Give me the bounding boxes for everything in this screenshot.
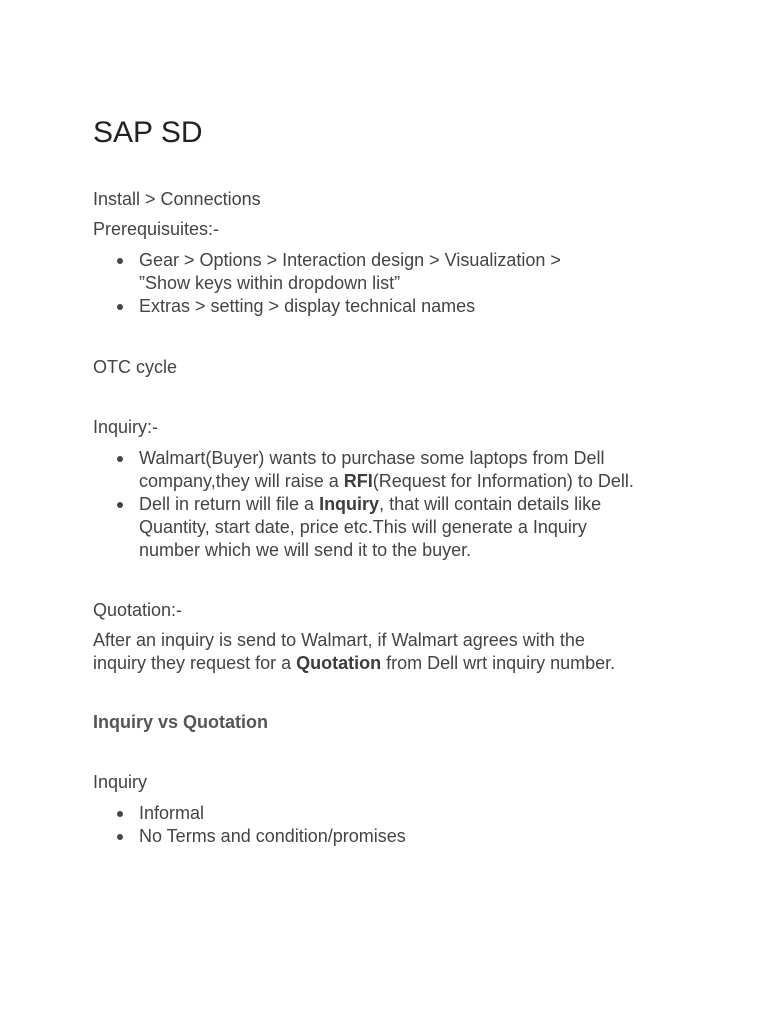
list-item xyxy=(93,493,634,562)
section-heading: Inquiry vs Quotation xyxy=(93,712,269,732)
list-item-text: No Terms and condition/promises xyxy=(139,826,406,846)
prereq-label: Prerequisuites:- xyxy=(93,219,220,239)
paragraph-text: After an inquiry is send to Walmart, if Walmart agrees with the xyxy=(93,630,585,650)
inquiry-list xyxy=(93,447,634,562)
list-item-text: Quantity, start date, price etc.This will generate a Inquiry xyxy=(139,517,587,537)
page-title: SAP SD xyxy=(93,116,203,149)
list-item xyxy=(93,447,634,493)
inquiry-sub-label: Inquiry xyxy=(93,772,148,792)
quotation-label: Quotation:- xyxy=(93,600,183,620)
bold-term: RFI xyxy=(343,471,373,491)
list-item-text: ”Show keys within dropdown list” xyxy=(139,273,401,293)
quotation-paragraph xyxy=(93,629,615,675)
list-item-text: company,they will raise a xyxy=(139,471,344,491)
list-item-text: Gear > Options > Interaction design > Visualization > xyxy=(139,250,561,270)
list-item xyxy=(93,295,561,318)
prereq-list xyxy=(93,249,561,318)
bold-term: Quotation xyxy=(296,653,382,673)
list-item xyxy=(93,249,561,295)
list-item-text: Walmart(Buyer) wants to purchase some laptops from Dell xyxy=(139,448,605,468)
paragraph-text: from Dell wrt inquiry number. xyxy=(381,653,616,673)
list-item xyxy=(93,802,406,825)
list-item-text: Dell in return will file a xyxy=(139,494,320,514)
otc-label: OTC cycle xyxy=(93,357,178,377)
install-line: Install > Connections xyxy=(93,189,261,209)
inquiry-label: Inquiry:- xyxy=(93,417,159,437)
list-item-text: , that will contain details like xyxy=(379,494,602,514)
list-item-text: Extras > setting > display technical names xyxy=(139,296,476,316)
inquiry-sub-list xyxy=(93,802,406,848)
bold-term: Inquiry xyxy=(319,494,380,514)
list-item-text: Informal xyxy=(139,803,205,823)
list-item-text: (Request for Information) to Dell. xyxy=(372,471,634,491)
list-item-text: number which we will send it to the buyer. xyxy=(139,540,472,560)
list-item xyxy=(93,825,406,848)
paragraph-text: inquiry they request for a xyxy=(93,653,297,673)
